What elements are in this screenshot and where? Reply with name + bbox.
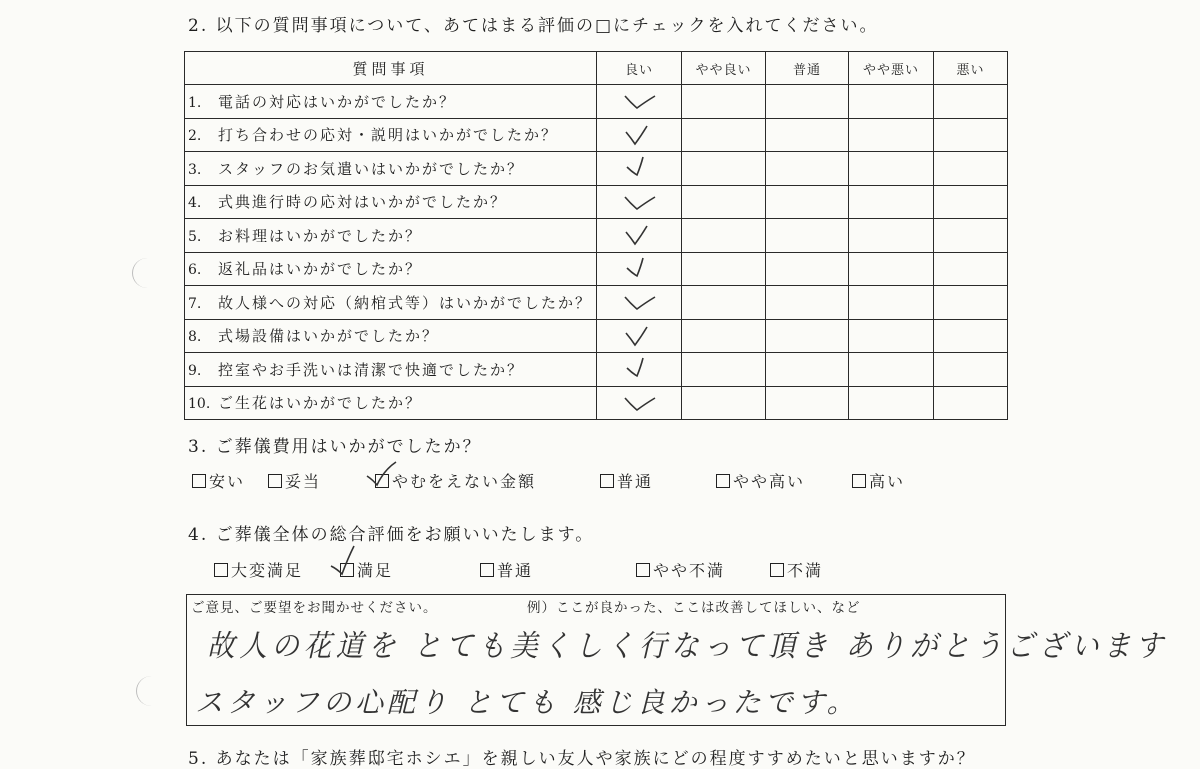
check-mark-icon xyxy=(364,460,404,490)
rating-cell-average[interactable] xyxy=(766,286,849,320)
table-row xyxy=(185,219,1008,253)
rating-cell-bad[interactable] xyxy=(934,319,1008,353)
option-label: 普通 xyxy=(497,561,534,580)
rating-cell-good[interactable] xyxy=(597,85,682,119)
section-5-title: 5. あなたは「家族葬邸宅ホシエ」を親しい友人や家族にどの程度すすめたいと思いますか？ xyxy=(188,749,976,769)
question-text: 電話の対応はいかがでしたか？ xyxy=(218,92,457,111)
check-mark-icon xyxy=(623,390,659,418)
rating-cell-average[interactable] xyxy=(766,85,849,119)
rating-cell-fairly-bad[interactable] xyxy=(849,185,934,219)
check-mark-icon xyxy=(623,122,659,150)
punch-hole-mark xyxy=(132,258,163,288)
rating-cell-average[interactable] xyxy=(766,319,849,353)
question-cell xyxy=(185,118,597,152)
question-number: 8. xyxy=(188,329,202,346)
rating-cell-fairly-good[interactable] xyxy=(682,152,766,186)
rating-cell-bad[interactable] xyxy=(934,152,1008,186)
rating-cell-fairly-bad[interactable] xyxy=(849,252,934,286)
header-average: 普通 xyxy=(766,52,849,85)
rating-cell-average[interactable] xyxy=(766,118,849,152)
rating-cell-bad[interactable] xyxy=(934,118,1008,152)
rating-cell-fairly-bad[interactable] xyxy=(849,353,934,387)
question-number: 2. xyxy=(188,128,202,145)
question-text: 式典進行時の応対はいかがでしたか？ xyxy=(218,193,508,212)
option-very-satisfied[interactable] xyxy=(214,558,303,581)
question-number: 3. xyxy=(188,161,202,178)
rating-cell-fairly-good[interactable] xyxy=(682,252,766,286)
rating-cell-fairly-bad[interactable] xyxy=(849,219,934,253)
rating-cell-bad[interactable] xyxy=(934,252,1008,286)
rating-cell-fairly-good[interactable] xyxy=(682,319,766,353)
table-header-row xyxy=(185,52,1008,85)
checkbox-icon[interactable] xyxy=(716,474,730,488)
question-text: スタッフのお気遣いはいかがでしたか？ xyxy=(218,159,525,178)
rating-cell-average[interactable] xyxy=(766,152,849,186)
header-fairly-good: やや良い xyxy=(682,52,766,85)
rating-cell-average[interactable] xyxy=(766,353,849,387)
rating-cell-fairly-good[interactable] xyxy=(682,185,766,219)
option-label: 安い xyxy=(209,472,246,491)
table-row xyxy=(185,118,1008,152)
table-row xyxy=(185,319,1008,353)
checkbox-icon[interactable] xyxy=(268,474,282,488)
question-text: 式場設備はいかがでしたか？ xyxy=(218,327,440,346)
section-4-title: 4. ご葬儀全体の総合評価をお願いいたします。 xyxy=(188,525,595,545)
question-text: 返礼品はいかがでしたか？ xyxy=(218,260,423,279)
rating-cell-fairly-bad[interactable] xyxy=(849,85,934,119)
rating-cell-bad[interactable] xyxy=(934,353,1008,387)
rating-cell-good[interactable] xyxy=(597,319,682,353)
rating-cell-good[interactable] xyxy=(597,386,682,420)
question-text: ご生花はいかがでしたか？ xyxy=(218,394,423,413)
table-row xyxy=(185,286,1008,320)
rating-cell-fairly-bad[interactable] xyxy=(849,319,934,353)
check-mark-icon xyxy=(623,189,659,217)
rating-cell-fairly-good[interactable] xyxy=(682,386,766,420)
rating-cell-fairly-bad[interactable] xyxy=(849,286,934,320)
rating-cell-good[interactable] xyxy=(597,286,682,320)
option-expensive[interactable] xyxy=(852,469,905,492)
comment-box[interactable] xyxy=(186,594,1168,726)
header-question: 質問事項 xyxy=(185,52,597,85)
rating-cell-good[interactable] xyxy=(597,185,682,219)
question-cell xyxy=(185,319,597,353)
rating-cell-fairly-good[interactable] xyxy=(682,118,766,152)
option-somewhat-dissatisfied[interactable] xyxy=(636,558,725,581)
rating-cell-fairly-bad[interactable] xyxy=(849,152,934,186)
question-cell xyxy=(185,152,597,186)
rating-cell-good[interactable] xyxy=(597,252,682,286)
option-label: 妥当 xyxy=(285,472,322,491)
rating-cell-average[interactable] xyxy=(766,252,849,286)
rating-cell-bad[interactable] xyxy=(934,185,1008,219)
checkbox-icon[interactable] xyxy=(852,474,866,488)
header-fairly-bad: やや悪い xyxy=(849,52,934,85)
rating-cell-good[interactable] xyxy=(597,118,682,152)
rating-cell-average[interactable] xyxy=(766,219,849,253)
option-label: 大変満足 xyxy=(231,561,304,580)
rating-cell-fairly-good[interactable] xyxy=(682,219,766,253)
question-cell xyxy=(185,386,597,420)
table-row xyxy=(185,386,1008,420)
question-cell xyxy=(185,185,597,219)
rating-cell-fairly-good[interactable] xyxy=(682,353,766,387)
table-row xyxy=(185,152,1008,186)
header-good: 良い xyxy=(597,52,682,85)
check-mark-icon xyxy=(623,323,659,351)
option-label: やや不満 xyxy=(653,561,726,580)
rating-cell-average[interactable] xyxy=(766,386,849,420)
rating-cell-bad[interactable] xyxy=(934,219,1008,253)
option-reasonable[interactable] xyxy=(268,469,321,492)
table-row xyxy=(185,252,1008,286)
table-row xyxy=(185,353,1008,387)
question-text: お料理はいかがでしたか？ xyxy=(218,226,423,245)
checkbox-icon[interactable] xyxy=(600,474,614,488)
rating-cell-fairly-good[interactable] xyxy=(682,85,766,119)
rating-cell-bad[interactable] xyxy=(934,85,1008,119)
checkbox-icon[interactable] xyxy=(480,563,494,577)
comment-example: 例）ここが良かった、ここは改善してほしい、など xyxy=(527,600,861,616)
section-2-title: 2. 以下の質問事項について、あてはまる評価の□にチェックを入れてください。 xyxy=(188,16,879,36)
question-cell xyxy=(185,85,597,119)
rating-cell-average[interactable] xyxy=(766,185,849,219)
question-cell xyxy=(185,286,597,320)
rating-cell-fairly-good[interactable] xyxy=(682,286,766,320)
question-number: 7. xyxy=(188,295,202,312)
option-cheap[interactable] xyxy=(192,469,245,492)
handwritten-comment-line-2: スタッフの心配り とても 感じ良かったです。 xyxy=(195,686,859,719)
check-mark-icon xyxy=(623,356,659,384)
header-bad: 悪い xyxy=(934,52,1008,85)
option-label: 高い xyxy=(869,472,906,491)
table-row xyxy=(185,85,1008,119)
section-3-title: 3. ご葬儀費用はいかがでしたか？ xyxy=(188,437,482,457)
check-mark-icon xyxy=(623,222,659,250)
option-normal[interactable] xyxy=(600,469,653,492)
handwritten-comment-line-1: 故人の花道を とても美くしく行なって頂き ありがとうございます xyxy=(207,629,1168,664)
question-number: 4. xyxy=(188,195,202,212)
question-number: 5. xyxy=(188,228,202,245)
option-label: やや高い xyxy=(733,472,806,491)
check-mark-icon xyxy=(623,155,659,183)
question-number: 1. xyxy=(188,94,202,111)
question-text: 打ち合わせの応対・説明はいかがでしたか？ xyxy=(218,126,559,145)
question-number: 10. xyxy=(188,396,211,413)
rating-cell-fairly-bad[interactable] xyxy=(849,118,934,152)
check-mark-icon xyxy=(623,88,659,116)
checkbox-icon[interactable] xyxy=(770,563,784,577)
option-label: やむをえない金額 xyxy=(392,472,537,491)
check-mark-icon xyxy=(623,289,659,317)
question-text: 故人様への対応（納棺式等）はいかがでしたか？ xyxy=(218,293,593,312)
question-cell xyxy=(185,219,597,253)
rating-cell-good[interactable] xyxy=(597,353,682,387)
option-label: 満足 xyxy=(357,561,394,580)
question-number: 9. xyxy=(188,362,202,379)
question-cell xyxy=(185,252,597,286)
option-dissatisfied[interactable] xyxy=(770,558,823,581)
check-mark-icon xyxy=(328,544,368,578)
rating-cell-good[interactable] xyxy=(597,219,682,253)
question-number: 6. xyxy=(188,262,202,279)
rating-cell-fairly-bad[interactable] xyxy=(849,386,934,420)
checkbox-icon[interactable] xyxy=(214,563,228,577)
survey-table xyxy=(184,51,1008,420)
option-label: 不満 xyxy=(787,561,824,580)
rating-cell-bad[interactable] xyxy=(934,386,1008,420)
question-cell xyxy=(185,353,597,387)
comment-label: ご意見、ご要望をお聞かせください。 xyxy=(191,600,438,616)
option-average[interactable] xyxy=(480,558,533,581)
checkbox-icon[interactable] xyxy=(636,563,650,577)
rating-cell-bad[interactable] xyxy=(934,286,1008,320)
table-row xyxy=(185,185,1008,219)
checkbox-icon[interactable] xyxy=(192,474,206,488)
question-text: 控室やお手洗いは清潔で快適でしたか？ xyxy=(218,360,525,379)
rating-cell-good[interactable] xyxy=(597,152,682,186)
punch-hole-mark xyxy=(136,676,167,706)
option-label: 普通 xyxy=(617,472,654,491)
check-mark-icon xyxy=(623,256,659,284)
option-somewhat-expensive[interactable] xyxy=(716,469,805,492)
